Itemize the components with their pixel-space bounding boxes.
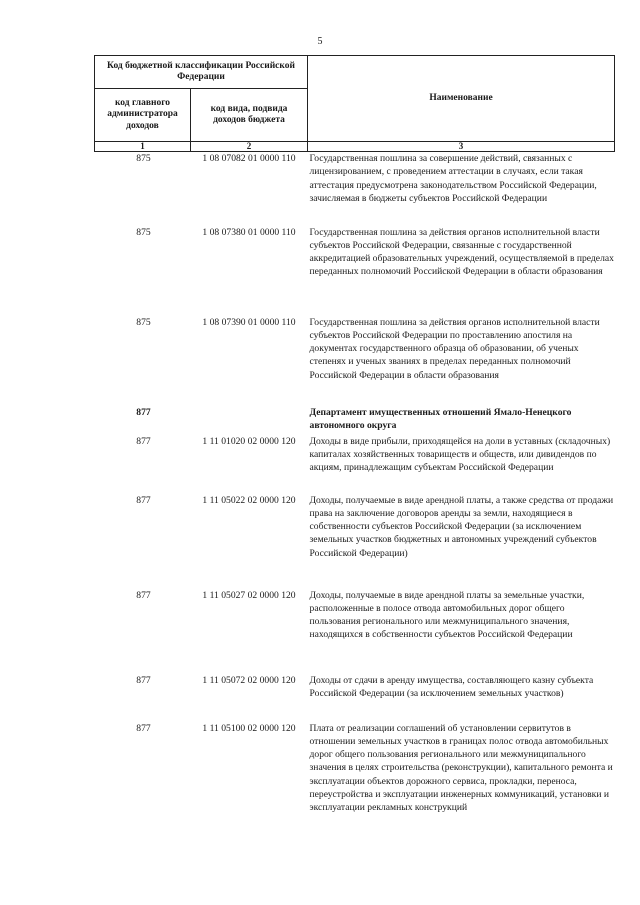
table-row — [95, 435, 615, 494]
income-name: Доходы в виде прибыли, приходящейся на доли в уставных (складочных) капиталах хозяйственных товариществ и обществ, или дивидендов по акциям, принадлежащим субъектам Российской Федерации — [309, 435, 611, 474]
table-row — [95, 226, 615, 316]
admin-code: 875 — [136, 153, 151, 164]
header-col-number-1: 1 — [95, 142, 191, 152]
table-row — [95, 316, 615, 406]
budget-classification-table — [94, 55, 615, 860]
admin-code: 877 — [136, 589, 151, 601]
header-admin-code: код главного администратора доходов — [95, 89, 191, 142]
table-row — [95, 674, 615, 722]
income-code: 1 08 07082 01 0000 110 — [202, 153, 296, 164]
admin-code: 877 — [136, 674, 151, 686]
income-name: Доходы, получаемые в виде арендной платы за земельные участки, расположенные в полосе отвода автомобильных дорог общего пользования регионального или межмуниципального значения, находящихся в собственности субъектов Российской Федерации — [309, 589, 585, 641]
income-code: 1 11 05027 02 0000 120 — [202, 589, 296, 601]
income-code: 1 11 05072 02 0000 120 — [202, 674, 296, 686]
income-code: 1 11 05022 02 0000 120 — [202, 494, 296, 506]
table-row-department — [95, 406, 615, 435]
table-row — [95, 494, 615, 589]
income-name: Плата от реализации соглашений об установлении сервитутов в отношении земельных участков в границах полос отвода автомобильных дорог общего пользования регионального или межмуниципального значения в целях строительства (реконструкции), капитального ремонта и эксплуатации объектов дорожного сервиса, прокладки, переноса, переустройства и эксплуатации инженерных коммуникаций, установки и эксплуатации рекламных конструкций — [309, 722, 613, 814]
admin-code: 875 — [136, 226, 151, 238]
income-code: 1 11 05100 02 0000 120 — [202, 722, 296, 734]
admin-code: 877 — [136, 406, 151, 418]
header-group-title: Код бюджетной классификации Российской Федерации — [95, 56, 308, 89]
page-number: 5 — [317, 36, 323, 47]
income-code: 1 08 07380 01 0000 110 — [202, 226, 296, 238]
department-name: Департамент имущественных отношений Ямало-Ненецкого автономного округа — [309, 406, 572, 431]
header-col-number-2: 2 — [191, 142, 308, 152]
income-code: 1 11 01020 02 0000 120 — [202, 435, 296, 447]
income-name: Государственная пошлина за действия органов исполнительной власти субъектов Российской Федерации по проставлению апостиля на документах государственного образца об образовании, об ученых степенях и ученых званиях в пределах переданных полномочий Российской Федерации в области образования — [309, 316, 600, 381]
header-income-code: код вида, подвида доходов бюджета — [191, 89, 308, 142]
table-row — [95, 152, 615, 226]
admin-code: 875 — [136, 316, 151, 328]
table-row — [95, 722, 615, 860]
header-col-number-3: 3 — [308, 142, 615, 152]
income-name: Государственная пошлина за действия органов исполнительной власти субъектов Российской Федерации, связанные с государственной аккредитацией образовательных учреждений, осуществляемой в пределах переданных полномочий Российской Федерации в области образования — [309, 226, 614, 278]
admin-code: 877 — [136, 722, 151, 734]
income-name: Государственная пошлина за совершение действий, связанных с лицензированием, с проведением аттестации в случаях, если такая аттестация предусмотрена законодательством Российской Федерации, зачисляемая в бюджеты субъектов Российской Федерации — [309, 153, 597, 204]
header-name: Наименование — [308, 56, 615, 142]
income-code — [191, 406, 308, 435]
income-name: Доходы от сдачи в аренду имущества, составляющего казну субъекта Российской Федерации (за исключением земельных участков) — [309, 674, 594, 699]
income-name: Доходы, получаемые в виде арендной платы, а также средства от продажи права на заключение договоров аренды за земли, находящиеся в собственности субъектов Российской Федерации (за исключением земельных участков бюджетных и автономных учреждений субъектов Российской Федерации) — [309, 494, 614, 559]
admin-code: 877 — [136, 494, 151, 506]
income-code: 1 08 07390 01 0000 110 — [202, 316, 296, 328]
table-row — [95, 589, 615, 674]
admin-code: 877 — [136, 435, 151, 447]
